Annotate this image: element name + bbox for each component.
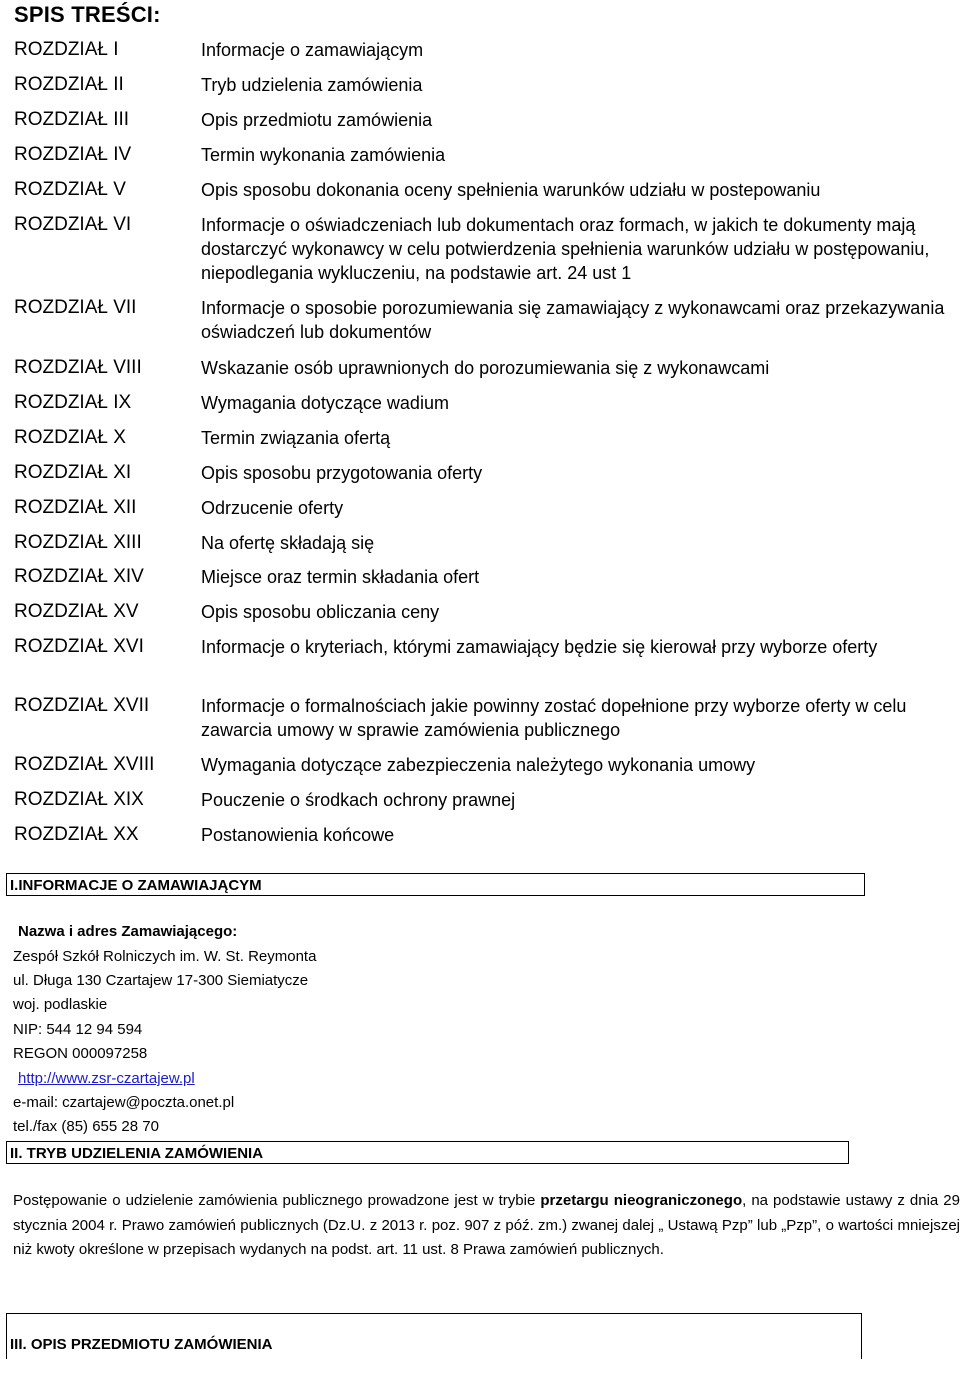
toc-label: ROZDZIAŁ XIV: [14, 566, 144, 587]
toc-label: ROZDZIAŁ VII: [14, 297, 137, 318]
toc-description: Informacje o kryteriach, którymi zamawiający będzie się kierował przy wyborze oferty: [201, 637, 878, 657]
section-header-tryb: II. TRYB UDZIELENIA ZAMÓWIENIA: [6, 1141, 849, 1164]
procedure-paragraph: [13, 1189, 960, 1263]
toc-description: Wskazanie osób uprawnionych do porozumiewania się z wykonawcami: [201, 358, 770, 378]
toc-description: Opis sposobu obliczania ceny: [201, 602, 440, 622]
toc-description: Wymagania dotyczące wadium: [201, 393, 449, 413]
toc-description: Opis sposobu przygotowania oferty: [201, 463, 483, 483]
procedure-mode-bold: przetargu nieograniczonego: [540, 1192, 743, 1209]
toc-label: ROZDZIAŁ IX: [14, 392, 132, 413]
toc-label: ROZDZIAŁ XVI: [14, 636, 144, 657]
toc-label: ROZDZIAŁ XIII: [14, 532, 142, 553]
section-header-przedmiot: III. OPIS PRZEDMIOTU ZAMÓWIENIA: [6, 1313, 862, 1359]
toc-description: Opis sposobu dokonania oceny spełnienia warunków udziału w postepowaniu: [201, 180, 821, 200]
toc-label: ROZDZIAŁ XVII: [14, 695, 150, 716]
toc-description: Na ofertę składają się: [201, 533, 375, 553]
toc-description: Miejsce oraz termin składania ofert: [201, 567, 480, 587]
section-header-zamawiajacy: I.INFORMACJE O ZAMAWIAJĄCYM: [6, 873, 865, 896]
procedure-text-part1: Postępowanie o udzielenie zamówienia publicznego prowadzone jest w trybie: [13, 1192, 541, 1209]
toc-label: ROZDZIAŁ XI: [14, 462, 132, 483]
phone-fax: tel./fax (85) 655 28 70: [13, 1118, 159, 1135]
toc-label: ROZDZIAŁ XVIII: [14, 754, 155, 775]
toc-label: ROZDZIAŁ IV: [14, 144, 132, 165]
toc-label: ROZDZIAŁ XII: [14, 497, 137, 518]
toc-description: Informacje o sposobie porozumiewania się zamawiający z wykonawcami oraz przekazywania oświadczeń lub dokumentów: [201, 298, 945, 342]
street-address: ul. Długa 130 Czartajew 17-300 Siemiatycze: [13, 972, 309, 989]
email-address: e-mail: czartajew@poczta.onet.pl: [13, 1094, 235, 1111]
toc-label: ROZDZIAŁ VI: [14, 214, 132, 235]
toc-label: ROZDZIAŁ X: [14, 427, 126, 448]
toc-description: Pouczenie o środkach ochrony prawnej: [201, 790, 516, 810]
toc-description: Opis przedmiotu zamówienia: [201, 110, 433, 130]
procedure-text-part2: , na podstawie ustawy z dnia 29 stycznia 2004 r. Prawo zamówień publicznych (Dz.U. z 2013 r. poz. 907 z póź. zm.) zwanej dalej „ Ustawą Pzp” lub „Pzp”, o wartości mniejszej niż kwoty określone w przepisach wydanych na podst. art. 11 ust. 8 Prawa zamówień publicznych.: [13, 1192, 960, 1258]
toc-description: Informacje o formalnościach jakie powinny zostać dopełnione przy wyborze oferty w celu zawarcia umowy w sprawie zamówienia publicznego: [201, 696, 907, 740]
toc-description: Odrzucenie oferty: [201, 498, 344, 518]
website-link[interactable]: http://www.zsr-czartajew.pl: [18, 1070, 195, 1087]
toc-description: Termin związania ofertą: [201, 428, 391, 448]
toc-label: ROZDZIAŁ I: [14, 39, 119, 60]
name-address-label: Nazwa i adres Zamawiającego:: [18, 923, 238, 940]
toc-description: Informacje o oświadczeniach lub dokumentach oraz formach, w jakich te dokumenty mają dostarczyć wykonawcy w celu potwierdzenia spełnienia warunków udziału w postępowaniu, niepodlegania wykluczeniu, na podstawie art. 24 ust 1: [201, 215, 930, 283]
toc-label: ROZDZIAŁ V: [14, 179, 126, 200]
toc-description: Tryb udzielenia zamówienia: [201, 75, 423, 95]
school-name: Zespół Szkół Rolniczych im. W. St. Reymonta: [13, 948, 317, 965]
toc-label: ROZDZIAŁ XV: [14, 601, 139, 622]
toc-heading: SPIS TREŚCI:: [14, 2, 161, 27]
toc-label: ROZDZIAŁ III: [14, 109, 130, 130]
toc-label: ROZDZIAŁ VIII: [14, 357, 142, 378]
toc-description: Postanowienia końcowe: [201, 825, 395, 845]
toc-description: Wymagania dotyczące zabezpieczenia należytego wykonania umowy: [201, 755, 756, 775]
voivodeship: woj. podlaskie: [13, 996, 108, 1013]
toc-label: ROZDZIAŁ XIX: [14, 789, 144, 810]
toc-description: Informacje o zamawiającym: [201, 40, 424, 60]
regon-number: REGON 000097258: [13, 1045, 148, 1062]
toc-label: ROZDZIAŁ II: [14, 74, 124, 95]
nip-number: NIP: 544 12 94 594: [13, 1021, 143, 1038]
toc-label: ROZDZIAŁ XX: [14, 824, 139, 845]
toc-description: Termin wykonania zamówienia: [201, 145, 446, 165]
